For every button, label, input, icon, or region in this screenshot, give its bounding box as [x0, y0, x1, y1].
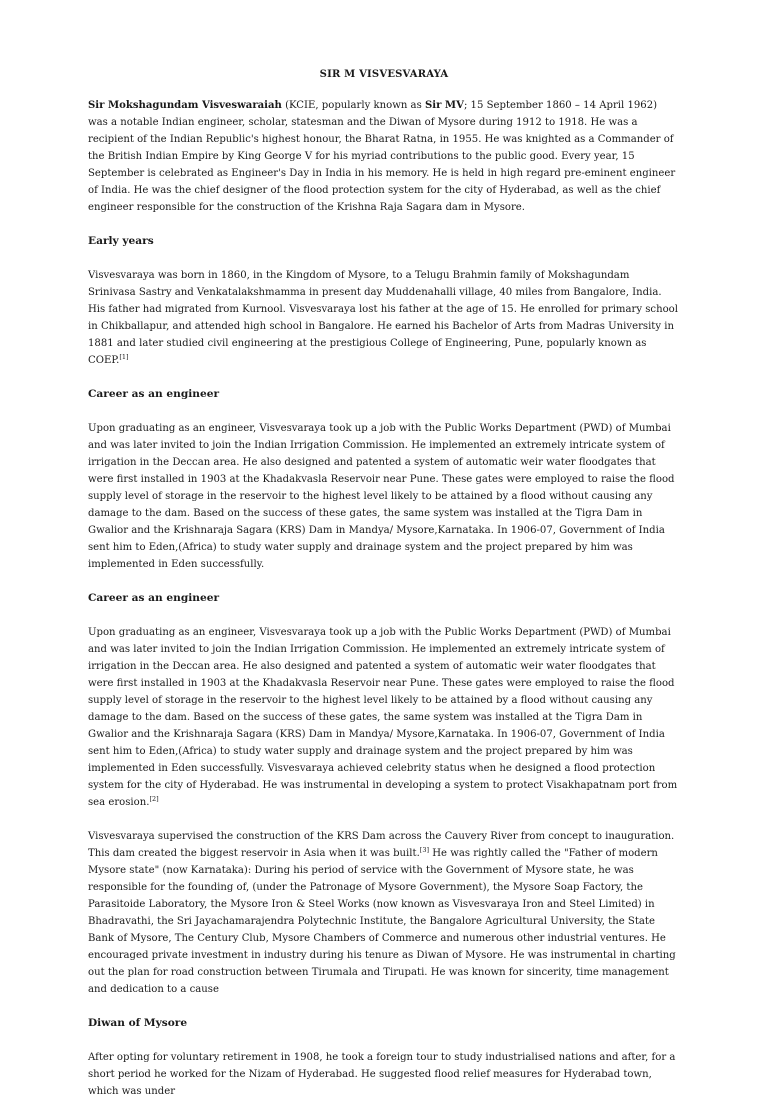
heading-early-years: Early years: [88, 235, 154, 247]
early-years-paragraph: [88, 267, 680, 369]
krs-text-1: Visvesvaraya supervised the construction of the KRS Dam across the Cauvery River from concept to inauguration. This dam created the biggest reservoir in Asia when it was built.: [88, 831, 675, 859]
career-2-text: Upon graduating as an engineer, Visvesvaraya took up a job with the Public Works Department (PWD) of Mumbai and was later invited to join the Indian Irrigation Commission. He implemented an extremely intricate system of irrigation in the Deccan area. He also designed and patented a system of automatic weir water floodgates that were first installed in 1903 at the Khadakvasla Reservoir near Pune. These gates were employed to raise the flood supply level of storage in the reservoir to the highest level likely to be attained by a flood without causing any damage to the dam. Based on the success of these gates, the same system was installed at the Tigra Dam in Gwalior and the Krishnaraja Sagara (KRS) Dam in Mandya/ Mysore,Karnataka. In 1906-07, Government of India sent him to Eden,(Africa) to study water supply and drainage system and the project prepared by him was implemented in Eden successfully. Visvesvaraya achieved celebrity status when he designed a flood protection system for the city of Hyderabad. He was instrumental in developing a system to protect Visakhapatnam port from sea erosion.: [88, 627, 678, 808]
intro-text-2: ; 15 September 1860 – 14 April 1962) was a notable Indian engineer, scholar, statesman and the Diwan of Mysore during 1912 to 1918. He was a recipient of the Indian Republic's highest honour, the Bharat Ratna, in 1955. He was knighted as a Commander of the British Indian Empire by King George V for his myriad contributions to the public good. Every year, 15 September is celebrated as Engineer's Day in India in his memory. He is held in high regard pre-eminent engineer of India. He was the chief designer of the flood protection system for the city of Hyderabad, as well as the chief engineer responsible for the construction of the Krishna Raja Sagara dam in Mysore.: [88, 100, 676, 213]
intro-text-1: (KCIE, popularly known as: [281, 100, 425, 111]
heading-career-2: Career as an engineer: [88, 592, 220, 604]
career-1-paragraph: Upon graduating as an engineer, Visvesvaraya took up a job with the Public Works Department (PWD) of Mumbai and was later invited to join the Indian Irrigation Commission. He implemented an extremely intricate system of irrigation in the Deccan area. He also designed and patented a system of automatic weir water floodgates that were first installed in 1903 at the Khadakvasla Reservoir near Pune. These gates were employed to raise the flood supply level of storage in the reservoir to the highest level likely to be attained by a flood without causing any damage to the dam. Based on the success of these gates, the same system was installed at the Tigra Dam in Gwalior and the Krishnaraja Sagara (KRS) Dam in Mandya/ Mysore,Karnataka. In 1906-07, Government of India sent him to Eden,(Africa) to study water supply and drainage system and the project prepared by him was implemented in Eden successfully.: [88, 423, 675, 570]
early-years-text: Visvesvaraya was born in 1860, in the Kingdom of Mysore, to a Telugu Brahmin family of Mokshagundam Srinivasa Sastry and Venkatalakshmamma in present day Muddenahalli village, 40 miles from Bangalore, India. His father had migrated from Kurnool. Visvesvaraya lost his father at the age of 15. He enrolled for primary school in Chikballapur, and attended high school in Bangalore. He earned his Bachelor of Arts from Madras University in 1881 and later studied civil engineering at the prestigious College of Engineering, Pune, popularly known as COEP.: [88, 270, 678, 366]
krs-text-2: He was rightly called the "Father of modern Mysore state" (now Karnataka): During his period of service with the Government of Mysore state, he was responsible for the founding of, (under the Patronage of Mysore Government), the Mysore Soap Factory, the Parasitoide Laboratory, the Mysore Iron & Steel Works (now known as Visvesvaraya Iron and Steel Limited) in Bhadravathi, the Sri Jayachamarajendra Polytechnic Institute, the Bangalore Agricultural University, the State Bank of Mysore, The Century Club, Mysore Chambers of Commerce and numerous other industrial ventures. He encouraged private investment in industry during his tenure as Diwan of Mysore. He was instrumental in charting out the plan for road construction between Tirumala and Tirupati. He was known for sincerity, time management and dedication to a cause: [88, 848, 676, 995]
diwan-paragraph: After opting for voluntary retirement in 1908, he took a foreign tour to study industrialised nations and after, for a short period he worked for the Nizam of Hyderabad. He suggested flood relief measures for Hyderabad town, which was under: [88, 1052, 676, 1097]
subject-name: Sir Mokshagundam Visveswaraiah: [88, 100, 282, 111]
intro-paragraph: [88, 97, 680, 216]
career-2-paragraph: [88, 624, 680, 811]
citation-link[interactable]: [2]: [149, 795, 159, 803]
citation-link[interactable]: [3]: [419, 846, 429, 854]
heading-diwan: Diwan of Mysore: [88, 1017, 188, 1029]
document-title: SIR M VISVESVARAYA: [319, 69, 449, 80]
subject-alias: Sir MV: [424, 100, 464, 111]
heading-career-1: Career as an engineer: [88, 388, 220, 400]
citation-link[interactable]: [1]: [119, 353, 129, 361]
krs-paragraph: [88, 828, 680, 998]
